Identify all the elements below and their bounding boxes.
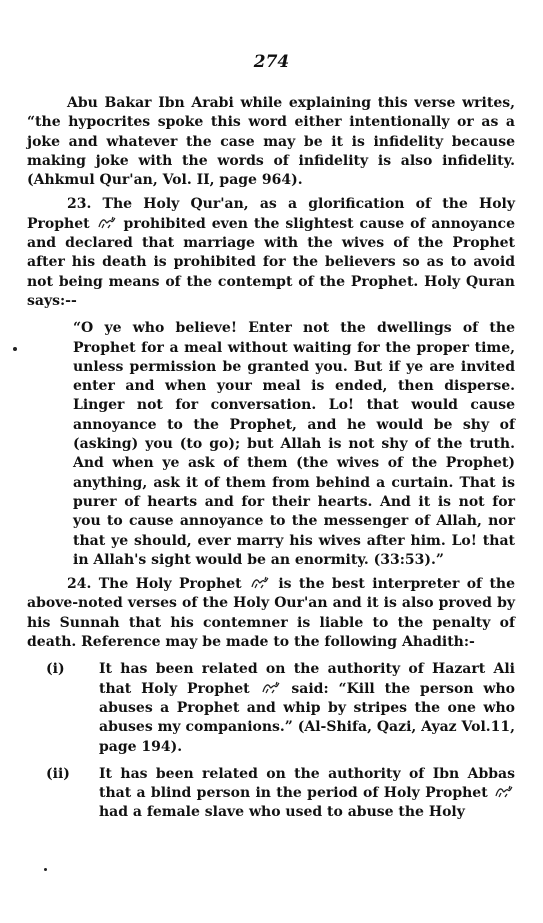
paragraph-24-text-a: 24. The Holy Prophet	[67, 576, 242, 593]
scan-speck	[13, 347, 17, 351]
hadith-text-b: had a female slave who used to abuse the Holy	[99, 804, 465, 821]
paragraph-24	[27, 575, 515, 652]
intro-paragraph: Abu Bakar Ibn Arabi while explaining this verse writes, “the hypocrites spoke this word either intentionally or as a joke and whatever the case may be it is infidelity because making joke with the words of infidelity is also infidelity. (Ahkmul Qur'an, Vol. II, page 964).	[27, 95, 515, 189]
honorific-icon	[251, 576, 269, 589]
honorific-icon	[98, 216, 116, 229]
hadith-label: (i)	[46, 661, 65, 678]
paragraph-23-text-a: 23. The Holy Qur'an, as a glorification of the Holy Prophet	[27, 196, 515, 232]
hadith-text-a: It has been related on the authority of Hazart Ali that Holy Prophet	[99, 661, 515, 697]
page-number: 274	[253, 52, 290, 72]
hadith-item	[27, 660, 515, 756]
paragraph-23-text-b: prohibited even the slightest cause of annoyance and declared that marriage with the wives of the Prophet after his death is prohibited for the believers so as to avoid not being means of the contempt of the Prophet. Holy Quran says:--	[27, 215, 515, 309]
paragraph-23	[27, 195, 515, 311]
quran-quote: “O ye who believe! Enter not the dwellings of the Prophet for a meal without waiting for the proper time, unless permission be granted you. But if ye are invited enter and when your meal is ended, then disperse. Linger not for conversation. Lo! that would cause annoyance to the Prophet, and he would be shy of (asking) you (to go); but Allah is not shy of the truth. And when ye ask of them (the wives of the Prophet) anything, ask it of them from behind a curtain. That is purer of hearts and for their hearts. And it is not for you to cause annoyance to the messenger of Allah, nor that ye should, ever marry his wives after him. Lo! that in Allah's sight would be an enormity. (33:53).”	[73, 320, 515, 568]
hadith-item	[27, 765, 515, 823]
honorific-icon	[495, 785, 513, 798]
hadith-text-a: It has been related on the authority of Ibn Abbas that a blind person in the period of Holy Prophet	[99, 765, 515, 802]
scan-speck	[44, 868, 47, 871]
body-text	[27, 94, 515, 823]
paragraph-24-text-b: is the best interpreter of the above-noted verses of the Holy Our'an and it is also proved by his Sunnah that his contemner is liable to the penalty of death. Reference may be made to the following Ahadith:-	[27, 576, 515, 651]
hadith-text-b: said: “Kill the person who abuses a Prophet and whip by stripes the one who abuses my companions.” (Al-Shifa, Qazi, Ayaz Vol.11, page 194).	[99, 680, 515, 755]
hadith-label: (ii)	[46, 765, 70, 782]
honorific-icon	[262, 681, 280, 694]
